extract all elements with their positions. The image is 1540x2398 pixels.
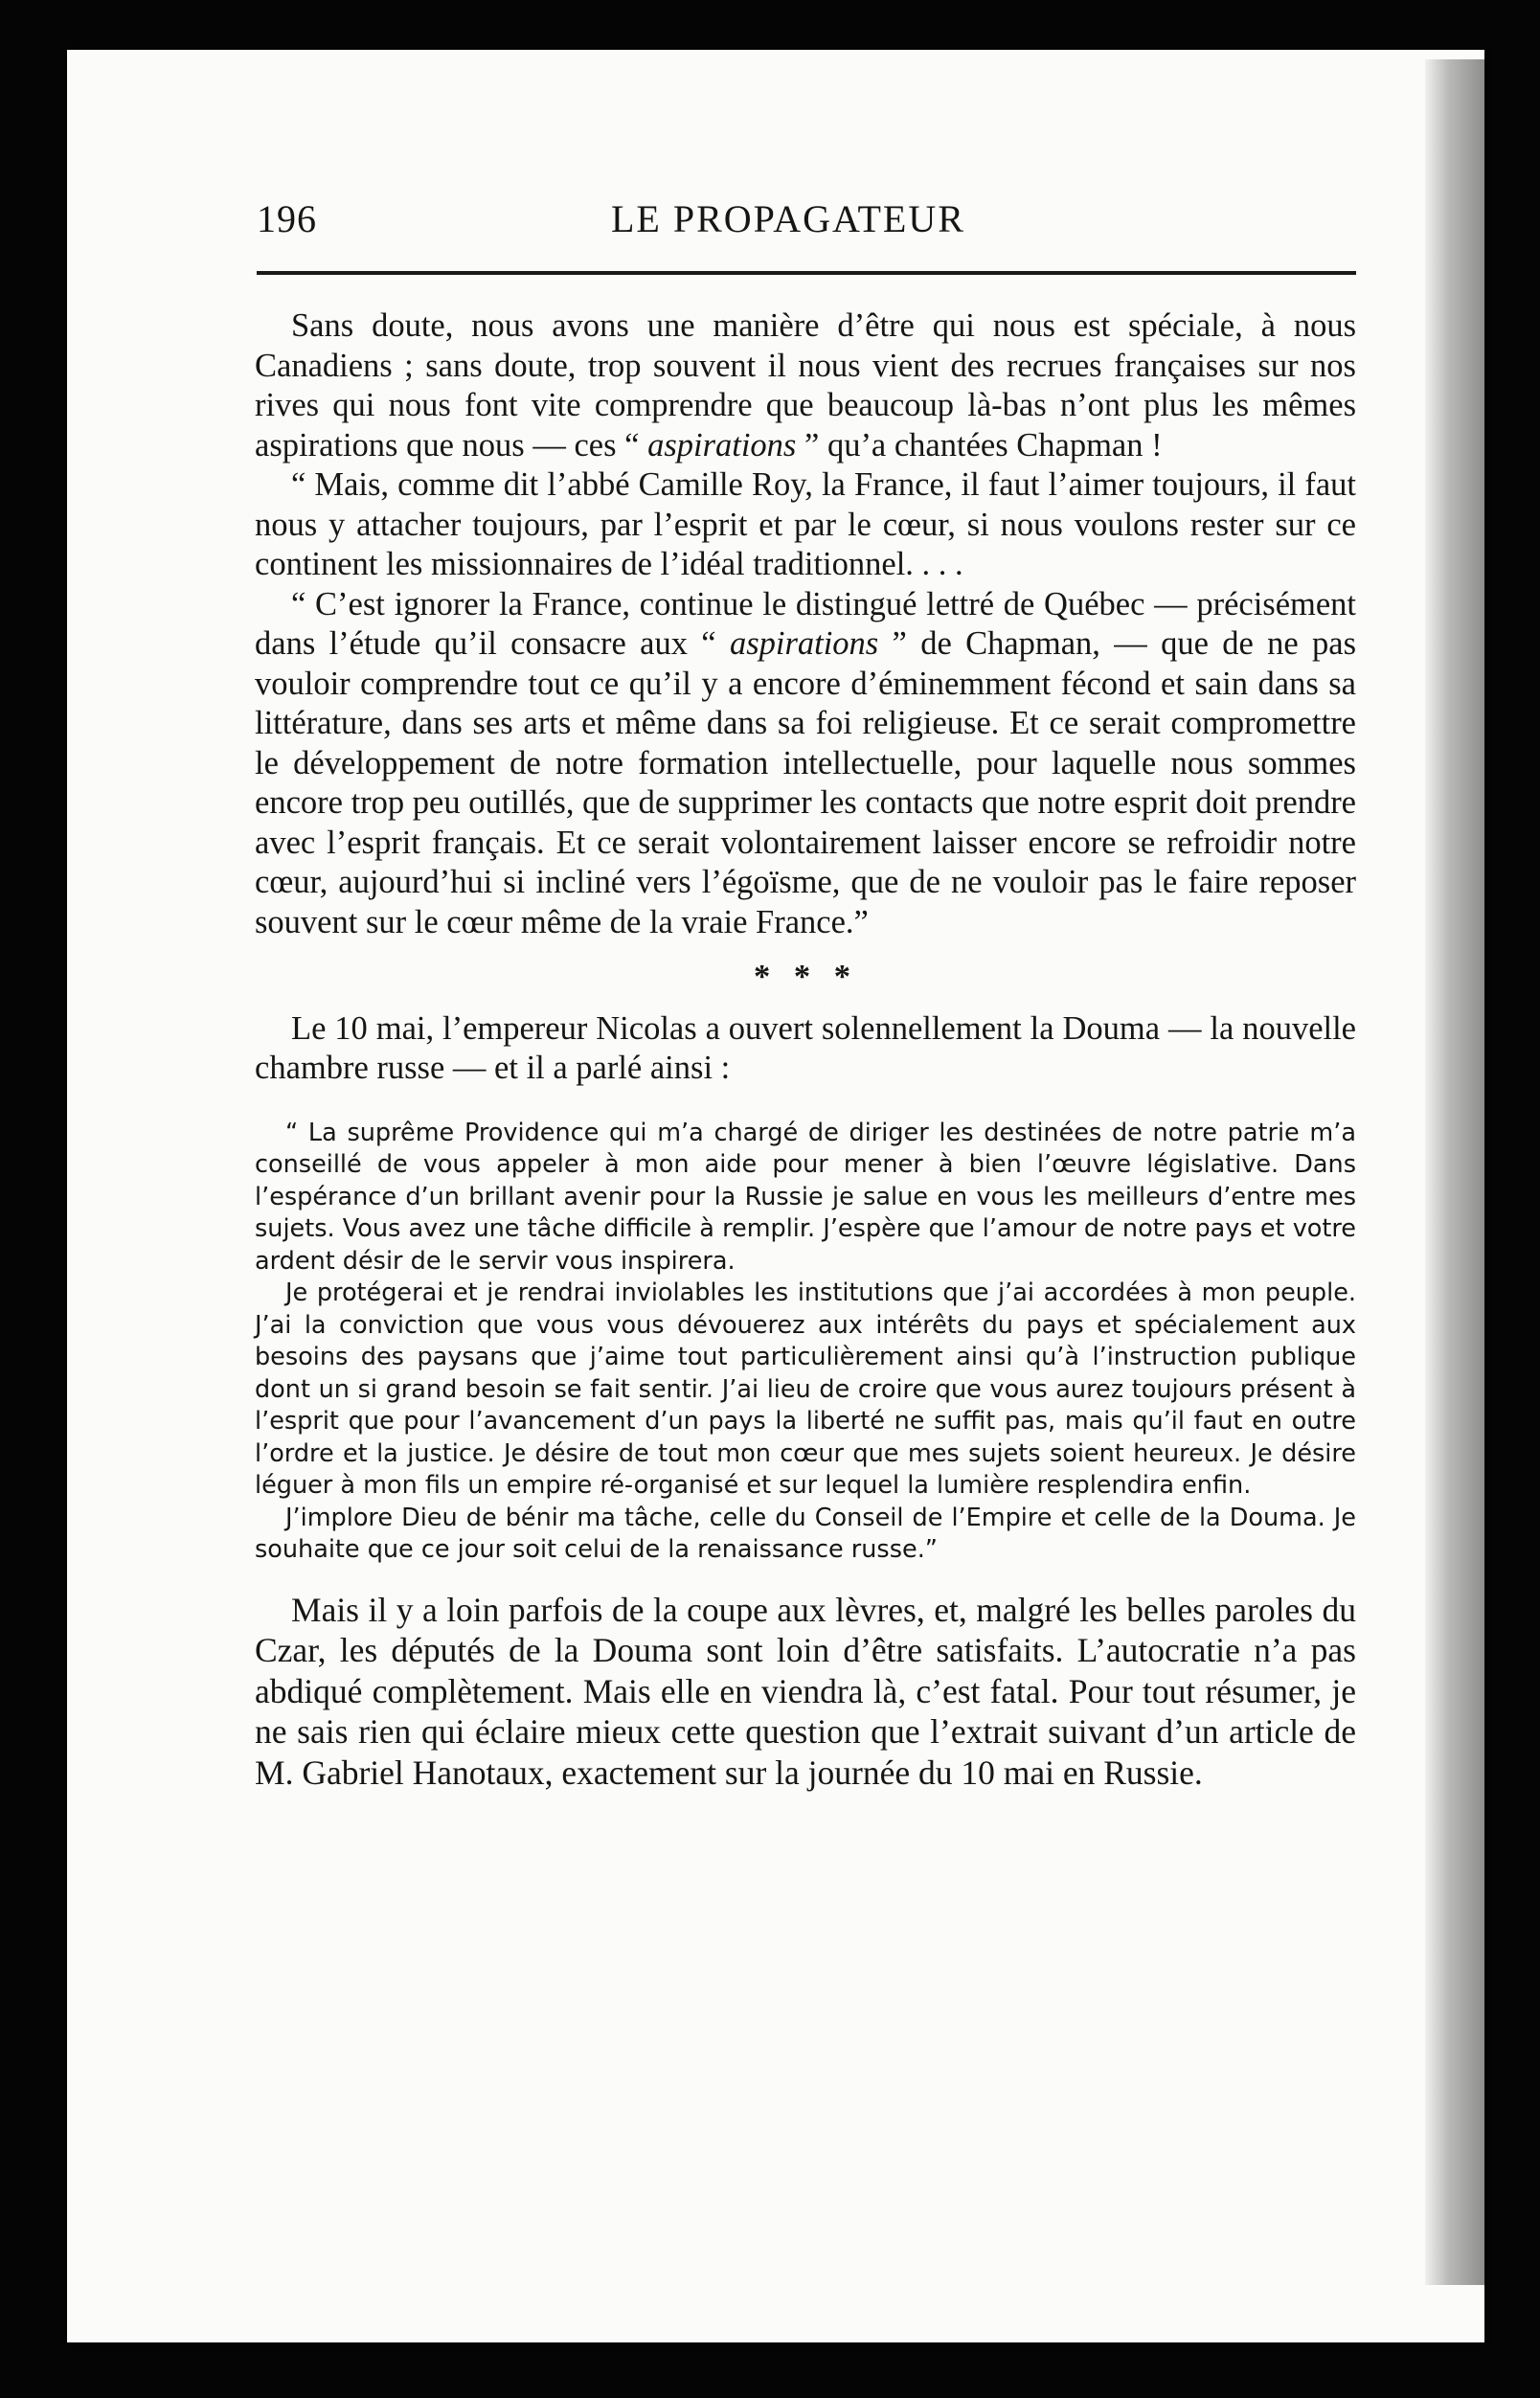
section-separator: * * * — [754, 959, 858, 995]
paragraph: “ Mais, comme dit l’abbé Camille Roy, la France, il faut l’aimer toujours, il faut nous y attacher toujours, par l’esprit et par le cœur, si nous voulons rester sur ce continent les missionnaires de l’idéal traditionnel. . . . — [255, 466, 1356, 582]
quote-paragraph: J’implore Dieu de bénir ma tâche, celle du Conseil de l’Empire et celle de la Douma. Je souhaite que ce jour soit celui de la renaissance russe.” — [255, 1503, 1356, 1564]
paragraph: Le 10 mai, l’empereur Nicolas a ouvert solennellement la Douma — la nouvelle chambre russe — et il a parlé ainsi : — [255, 1009, 1356, 1086]
quote-paragraph: “ La suprême Providence qui m’a chargé de diriger les destinées de notre patrie m’a conseillé de vous appeler à mon aide pour mener à bien l’œuvre législative. Dans l’espérance d’un brillant avenir pour la Russie je salue en vous les meilleurs d’entre mes sujets. Vous avez une tâche difficile à remplir. J’espère que l’amour de notre pays et votre ardent désir de le servir vous inspirera. — [255, 1118, 1356, 1276]
paragraph: “ C’est ignorer la France, continue le distingué lettré de Québec — précisément dans l’étude qu’il consacre aux “ aspirations ” de Chapman, — que de ne pas vouloir comprendre tout ce qu’il y a encore d’éminemment fécond et sain dans sa littérature, dans ses arts et même dans sa foi religieuse. Et ce serait compromettre le développement de notre formation intellectuelle, pour laquelle nous sommes encore trop peu outillés, que de supprimer les contacts que notre esprit doit prendre avec l’esprit français. Et ce serait volontairement laisser encore se refroidir notre cœur, aujourd’hui si incliné vers l’égoïsme, que de ne vouloir pas le faire reposer souvent sur le cœur même de la vraie France.” — [255, 585, 1356, 940]
running-header — [190, 144, 1356, 240]
page-edge-shadow — [1425, 59, 1484, 2285]
running-title: LE PROPAGATEUR — [611, 197, 965, 240]
paragraph: Sans doute, nous avons une manière d’être qui nous est spéciale, à nous Canadiens ; sans doute, trop souvent il nous vient des recrues françaises sur nos rives qui nous font vite comprendre que beaucoup là-bas n’ont plus les mêmes aspirations que nous — ces “ aspirations ” qu’a chantées Chapman ! — [255, 307, 1356, 464]
header-rule — [257, 271, 1356, 275]
closing-section — [255, 1590, 1356, 1794]
article-body — [255, 306, 1356, 1793]
page-content — [190, 144, 1356, 1792]
page-number: 196 — [257, 197, 317, 240]
paragraph: Mais il y a loin parfois de la coupe aux lèvres, et, malgré les belles paroles du Czar, les députés de la Douma sont loin d’être satisfaits. L’autocratie n’a pas abdiqué complètement. Mais elle en viendra là, c’est fatal. Pour tout résumer, je ne sais rien qui éclaire mieux cette question que l’extrait suivant d’un article de M. Gabriel Hanotaux, exactement sur la journée du 10 mai en Russie. — [255, 1590, 1356, 1792]
czar-speech-quote — [255, 1118, 1356, 1567]
quote-paragraph: Je protégerai et je rendrai inviolables les institutions que j’ai accordées à mon peuple. J’ai la conviction que vous vous dévouerez aux intérêts du pays et spécialement aux besoins des paysans que j’aime tout particulièrement ainsi qu’à l’instruction publique dont un si grand besoin se fait sentir. J’ai lieu de croire que vous aurez toujours présent à l’esprit que pour l’avancement d’un pays la liberté ne suffit pas, mais qu’il faut en outre l’ordre et la justice. Je désire de tout mon cœur que mes sujets soient heureux. Je désire léguer à mon fils un empire ré-organisé et sur lequel la lumière resplendira enfin. — [255, 1278, 1356, 1500]
